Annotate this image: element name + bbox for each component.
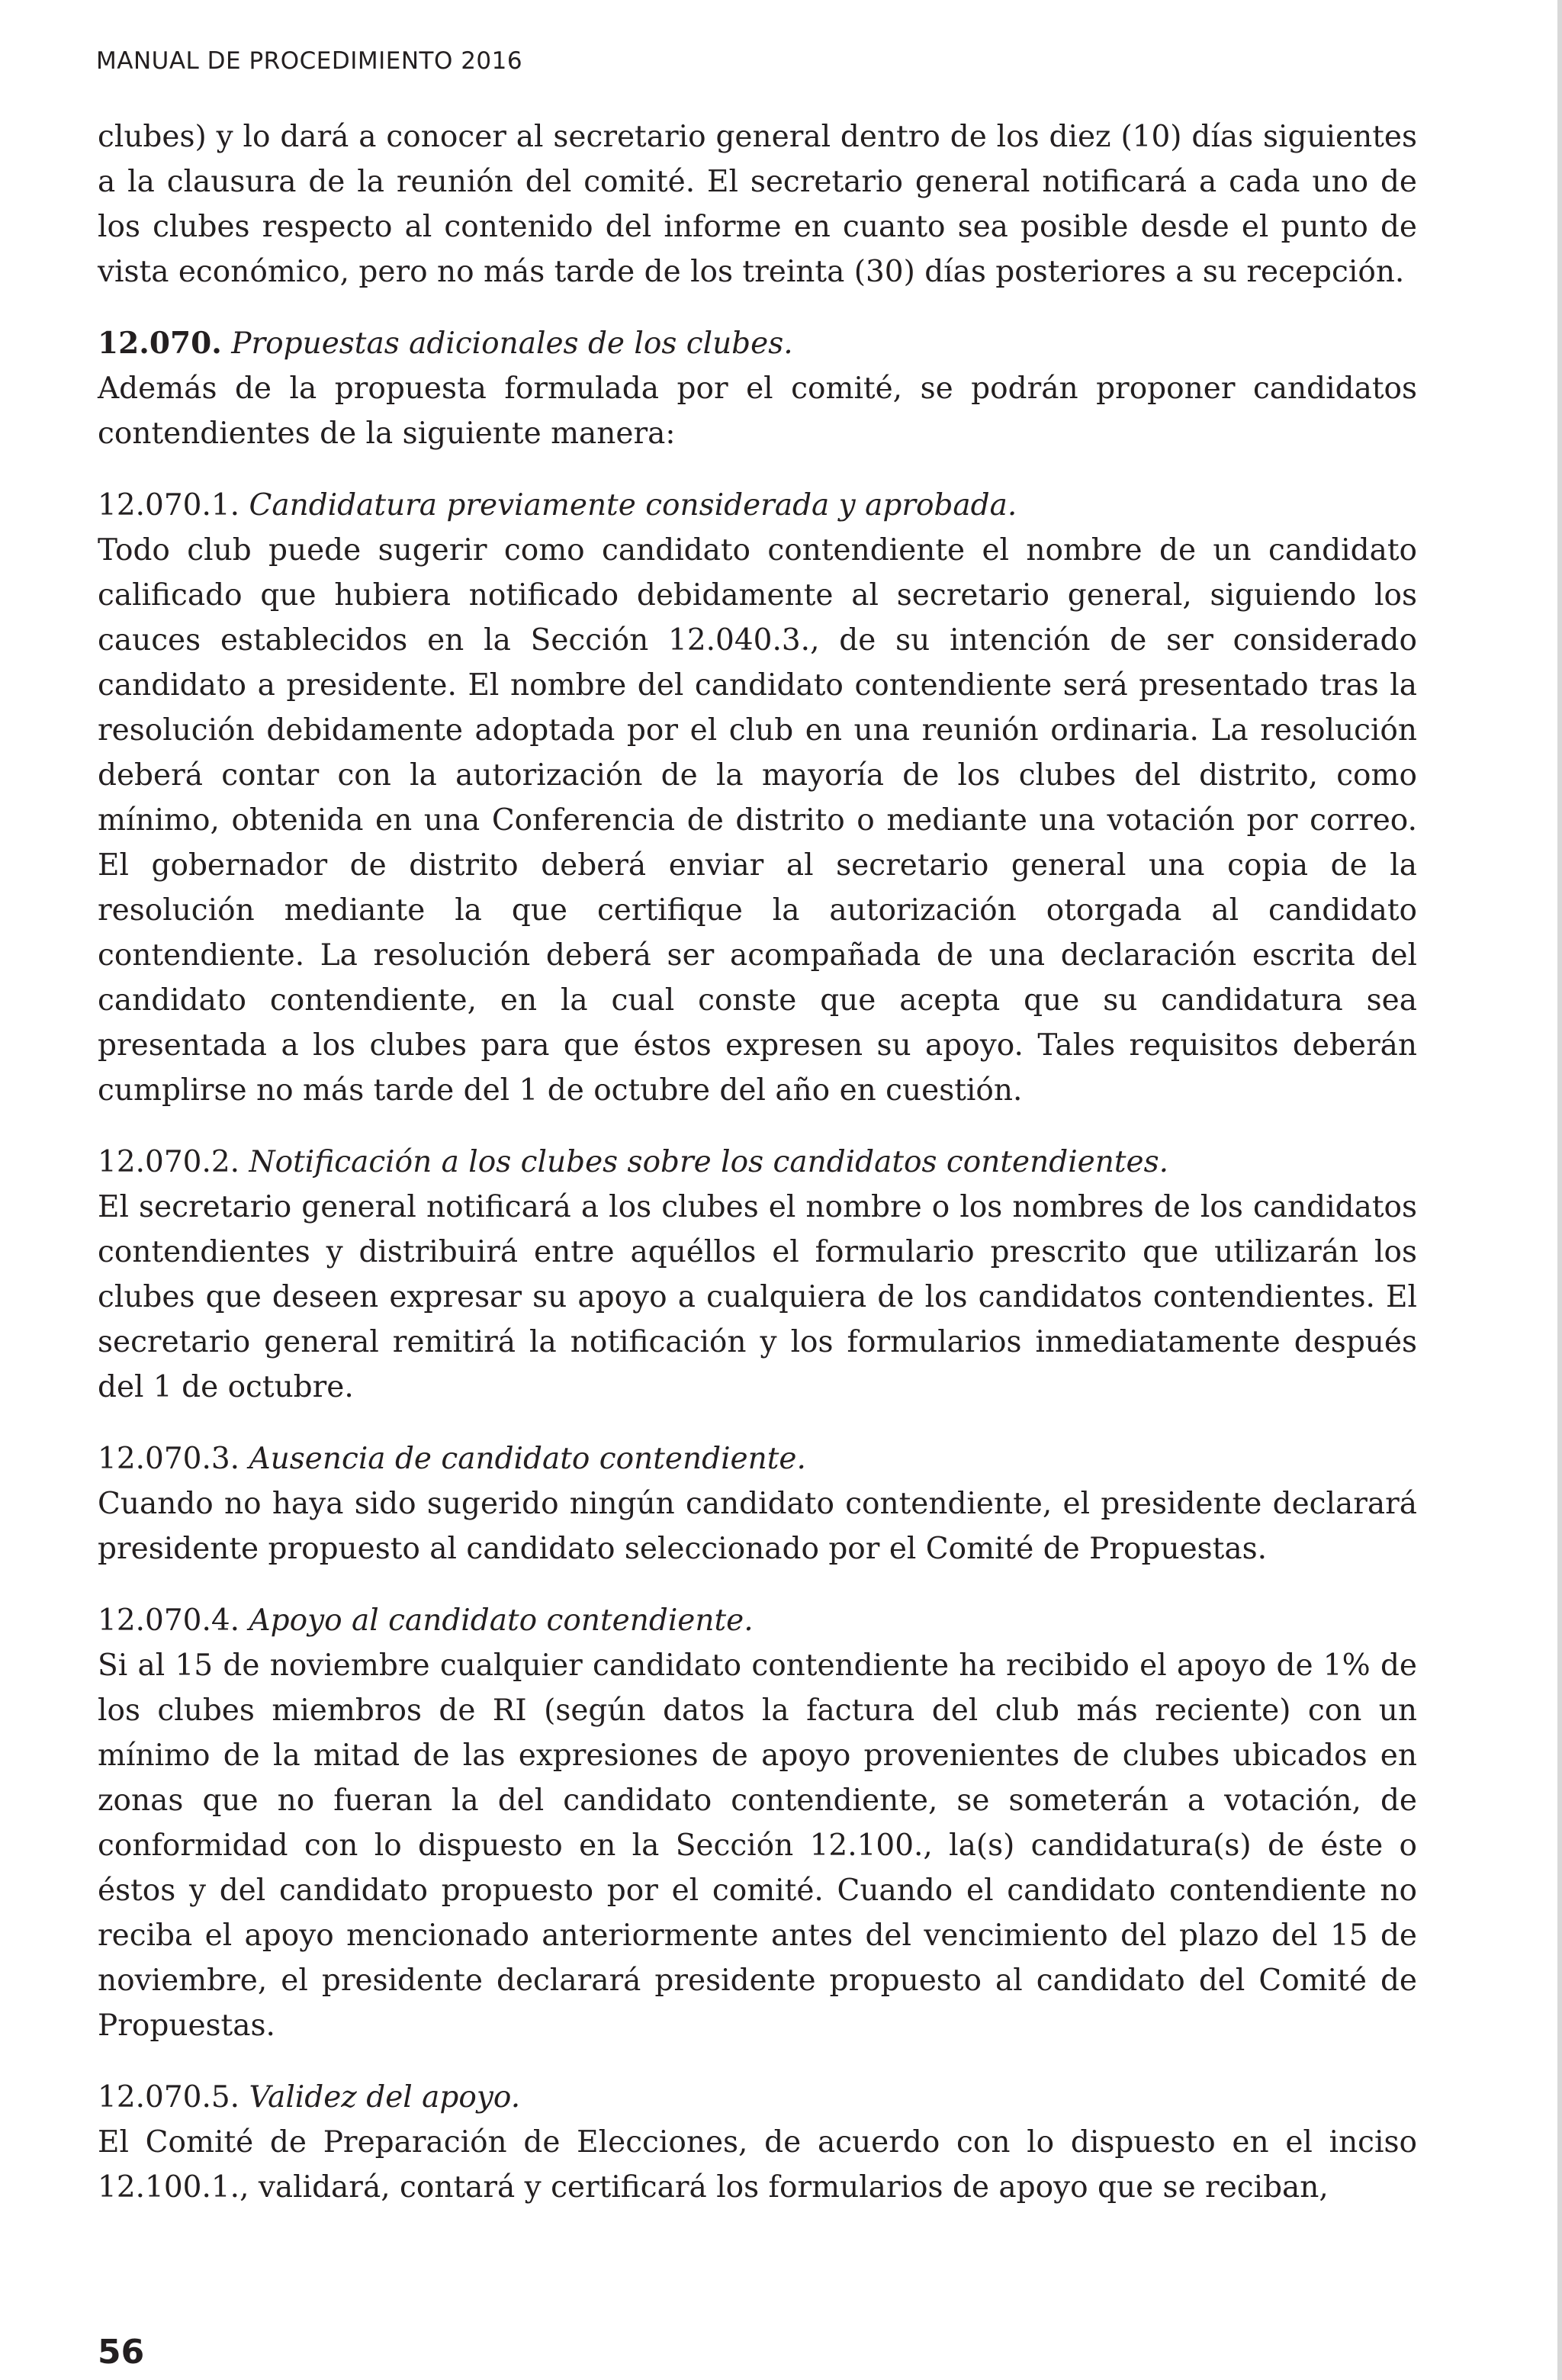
intro-paragraph: clubes) y lo dará a conocer al secretario general dentro de los diez (10) días siguientes a la clausura de la reunión del comité. El secretario general notificará a cada uno de los clubes respecto al contenido del informe en cuanto sea posible desde el punto de vista económico, pero no más tarde de los treinta (30) días posteriores a su recepción. [98, 120, 1417, 289]
subsection-title: Candidatura previamente considerada y aprobada. [249, 488, 1017, 523]
running-header: MANUAL DE PROCEDIMIENTO 2016 [96, 47, 523, 75]
section-number: 12.070. [98, 326, 222, 361]
subsection-12-070-2 [98, 1140, 1417, 1410]
subsection-title: Validez del apoyo. [249, 2080, 521, 2115]
subsection-body: Si al 15 de noviembre cualquier candidato contendiente ha recibido el apoyo de 1% de los clubes miembros de RI (según datos la factura del club más reciente) con un mínimo de la mitad de las expresiones de apoyo provenientes de clubes ubicados en zonas que no fueran la del candidato contendiente, se someterán a votación, de conformidad con lo dispuesto en la Sección 12.100., la(s) candidatura(s) de éste o éstos y del candidato propuesto por el comité. Cuando el candidato contendiente no reciba el apoyo mencionado anteriormente antes del vencimiento del plazo del 15 de noviembre, el presidente declarará presidente propuesto al candidato del Comité de Propuestas. [98, 1648, 1417, 2043]
subsection-body: Todo club puede sugerir como candidato contendiente el nombre de un candidato calificado que hubiera notificado debidamente al secretario general, siguiendo los cauces establecidos en la Sección 12.040.3., de su intención de ser considerado candidato a presidente. El nombre del candidato contendiente será presentado tras la resolución debidamente adoptada por el club en una reunión ordinaria. La resolución deberá contar con la autorización de la mayoría de los clubes del distrito, como mínimo, obtenida en una Conferencia de distrito o mediante una votación por correo. El gobernador de distrito deberá enviar al secretario general una copia de la resolución mediante la que certifique la autorización otorgada al candidato contendiente. La resolución deberá ser acompañada de una declaración escrita del candidato contendiente, en la cual conste que acepta que su candidatura sea presentada a los clubes para que éstos expresen su apoyo. Tales requisitos deberán cumplirse no más tarde del 1 de octubre del año en cuestión. [98, 533, 1417, 1108]
subsection-12-070-4 [98, 1598, 1417, 2048]
subsection-number: 12.070.5. [98, 2080, 240, 2115]
subsection-title: Ausencia de candidato contendiente. [249, 1442, 806, 1476]
subsection-12-070-3 [98, 1436, 1417, 1571]
subsection-heading [98, 1598, 1417, 1643]
subsection-number: 12.070.4. [98, 1603, 240, 1638]
section-body: Además de la propuesta formulada por el comité, se podrán proponer candidatos contendientes de la siguiente manera: [98, 371, 1417, 451]
section-heading [98, 321, 1417, 366]
page-number: 56 [98, 2333, 145, 2372]
intro-paragraph-block [98, 114, 1417, 294]
section-title: Propuestas adicionales de los clubes. [231, 326, 793, 361]
subsection-heading [98, 2075, 1417, 2120]
section-12-070 [98, 321, 1417, 456]
subsection-heading [98, 483, 1417, 528]
subsection-12-070-1 [98, 483, 1417, 1113]
subsection-heading [98, 1140, 1417, 1185]
subsection-title: Notificación a los clubes sobre los candidatos contendientes. [249, 1145, 1169, 1179]
subsection-title: Apoyo al candidato contendiente. [249, 1603, 754, 1638]
subsection-heading [98, 1436, 1417, 1481]
subsection-body: El secretario general notificará a los clubes el nombre o los nombres de los candidatos contendientes y distribuirá entre aquéllos el formulario prescrito que utilizarán los clubes que deseen expresar su apoyo a cualquiera de los candidatos contendientes. El secretario general remitirá la notificación y los formularios inmediatamente después del 1 de octubre. [98, 1190, 1417, 1404]
subsection-body: El Comité de Preparación de Elecciones, de acuerdo con lo dispuesto en el inciso 12.100.1., validará, contará y certificará los formularios de apoyo que se reciban, [98, 2125, 1417, 2205]
subsection-number: 12.070.1. [98, 488, 240, 523]
page-content [98, 114, 1417, 2237]
subsection-body: Cuando no haya sido sugerido ningún candidato contendiente, el presidente declarará presidente propuesto al candidato seleccionado por el Comité de Propuestas. [98, 1487, 1417, 1566]
subsection-number: 12.070.2. [98, 1145, 240, 1179]
page-edge-shadow [1557, 0, 1562, 2380]
subsection-number: 12.070.3. [98, 1442, 240, 1476]
subsection-12-070-5 [98, 2075, 1417, 2210]
